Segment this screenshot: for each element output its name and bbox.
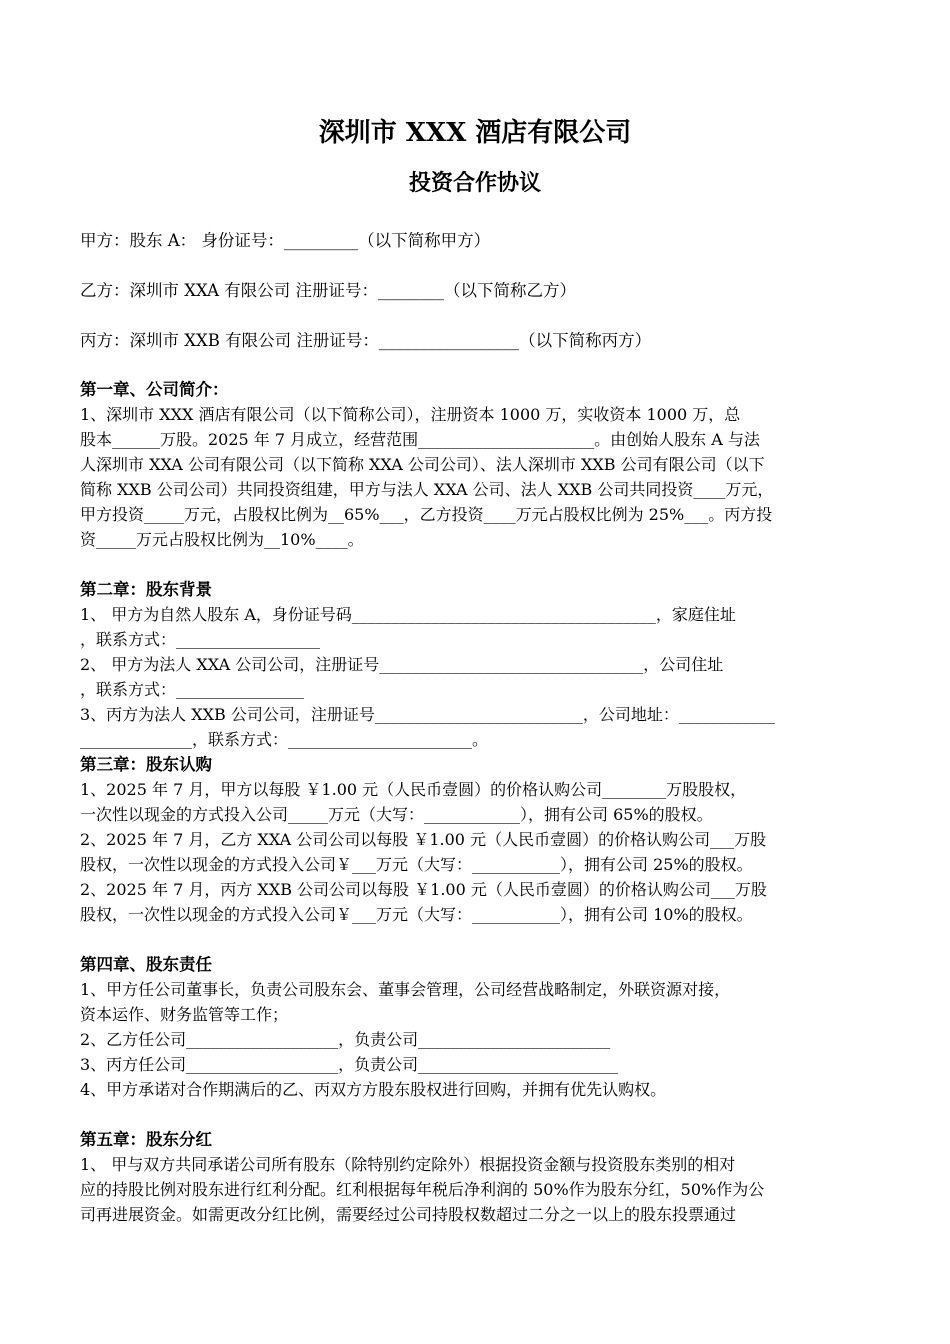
party-c: 丙方：深圳市 XXB 有限公司 注册证号：_________________（以下简称丙方） xyxy=(80,331,652,350)
chapter-2-line: ，联系方式：________________ xyxy=(80,680,305,699)
chapter-1-line: 甲方投资_____万元，占股权比例为__65%___，乙方投资____万元占股权比例为 25%___。丙方投 xyxy=(80,505,773,524)
chapter-5-line: 司再进展资金。如需更改分红比例，需要经过公司持股权数超过二分之一以上的股东投票通过 xyxy=(80,1205,737,1224)
chapter-5-heading: 第五章：股东分红 xyxy=(80,1130,212,1149)
chapter-2-line: ，联系方式：__________________ xyxy=(80,630,321,649)
chapter-5-line: 应的持股比例对股东进行红利分配。红利根据每年税后净利润的 50%作为股东分红，50%作为公 xyxy=(80,1180,765,1199)
chapter-3-line: 股权，一次性以现金的方式投入公司￥___万元（大写：___________），拥有公司 10%的股权。 xyxy=(80,905,753,924)
chapter-2-line: ______________，联系方式：_______________________。 xyxy=(80,730,489,749)
document-subtitle: 投资合作协议 xyxy=(408,170,541,196)
chapter-1-line: 1、深圳市 XXX 酒店有限公司（以下简称公司），注册资本 1000 万，实收资本 1000 万，总 xyxy=(80,405,741,424)
chapter-1-line: 简称 XXB 公司公司）共同投资组建，甲方与法人 XXA 公司、法人 XXB 公司共同投资____万元， xyxy=(80,480,774,499)
chapter-3-line: 股权，一次性以现金的方式投入公司￥___万元（大写：___________），拥有公司 25%的股权。 xyxy=(80,855,753,874)
chapter-1-line: 股本______万股。2025 年 7 月成立，经营范围______________________。由创始人股东 A 与法 xyxy=(80,430,760,449)
chapter-1-line: 人深圳市 XXA 公司有限公司（以下简称 XXA 公司公司）、法人深圳市 XXB 公司有限公司（以下 xyxy=(80,455,765,474)
chapter-1-line: 资_____万元占股权比例为__10%____。 xyxy=(80,530,364,549)
chapter-3-line: 2、2025 年 7 月，乙方 XXA 公司公司以每股 ￥1.00 元（人民币壹圆）的价格认购公司___万股 xyxy=(80,830,767,849)
chapter-4-line: 1、甲方任公司董事长，负责公司股东会、董事会管理，公司经营战略制定，外联资源对接， xyxy=(80,980,731,999)
chapter-3-line: 2、2025 年 7 月，丙方 XXB 公司公司以每股 ￥1.00 元（人民币壹圆）的价格认购公司___万股 xyxy=(80,880,767,899)
party-a: 甲方：股东 A： 身份证号：_________（以下简称甲方） xyxy=(80,231,491,250)
chapter-3-heading: 第三章：股东认购 xyxy=(80,755,212,774)
chapter-1-heading: 第一章、公司简介： xyxy=(80,380,229,399)
chapter-4-line: 2、乙方任公司___________________，负责公司________________________ xyxy=(80,1030,611,1049)
party-b: 乙方：深圳市 XXA 有限公司 注册证号：________（以下简称乙方） xyxy=(80,281,577,300)
chapter-2-line: 3、丙方为法人 XXB 公司公司，注册证号__________________________，公司地址：____________ xyxy=(80,705,775,724)
chapter-5-line: 1、 甲与双方共同承诺公司所有股东（除特别约定除外）根据投资金额与投资股东类别的相对 xyxy=(80,1155,736,1174)
chapter-2-line: 2、 甲方为法人 XXA 公司公司，注册证号_________________________________，公司住址 xyxy=(80,655,724,674)
document-title: 深圳市 XXX 酒店有限公司 xyxy=(318,118,632,148)
chapter-4-line: 3、丙方任公司___________________，负责公司_________________________ xyxy=(80,1055,619,1074)
chapter-4-line: 资本运作、财务监管等工作； xyxy=(80,1005,289,1024)
chapter-3-line: 一次性以现金的方式投入公司_____万元（大写：____________），拥有公司 65%的股权。 xyxy=(80,805,713,824)
chapter-3-line: 1、2025 年 7 月，甲方以每股 ￥1.00 元（人民币壹圆）的价格认购公司________万股股权， xyxy=(80,780,747,799)
chapter-2-line: 1、 甲方为自然人股东 A，身份证号码______________________________________，家庭住址 xyxy=(80,605,736,624)
chapter-4-heading: 第四章、股东责任 xyxy=(80,955,212,974)
chapter-4-line: 4、甲方承诺对合作期满后的乙、丙双方方股东股权进行回购，并拥有优先认购权。 xyxy=(80,1080,667,1099)
chapter-2-heading: 第二章：股东背景 xyxy=(80,580,212,599)
